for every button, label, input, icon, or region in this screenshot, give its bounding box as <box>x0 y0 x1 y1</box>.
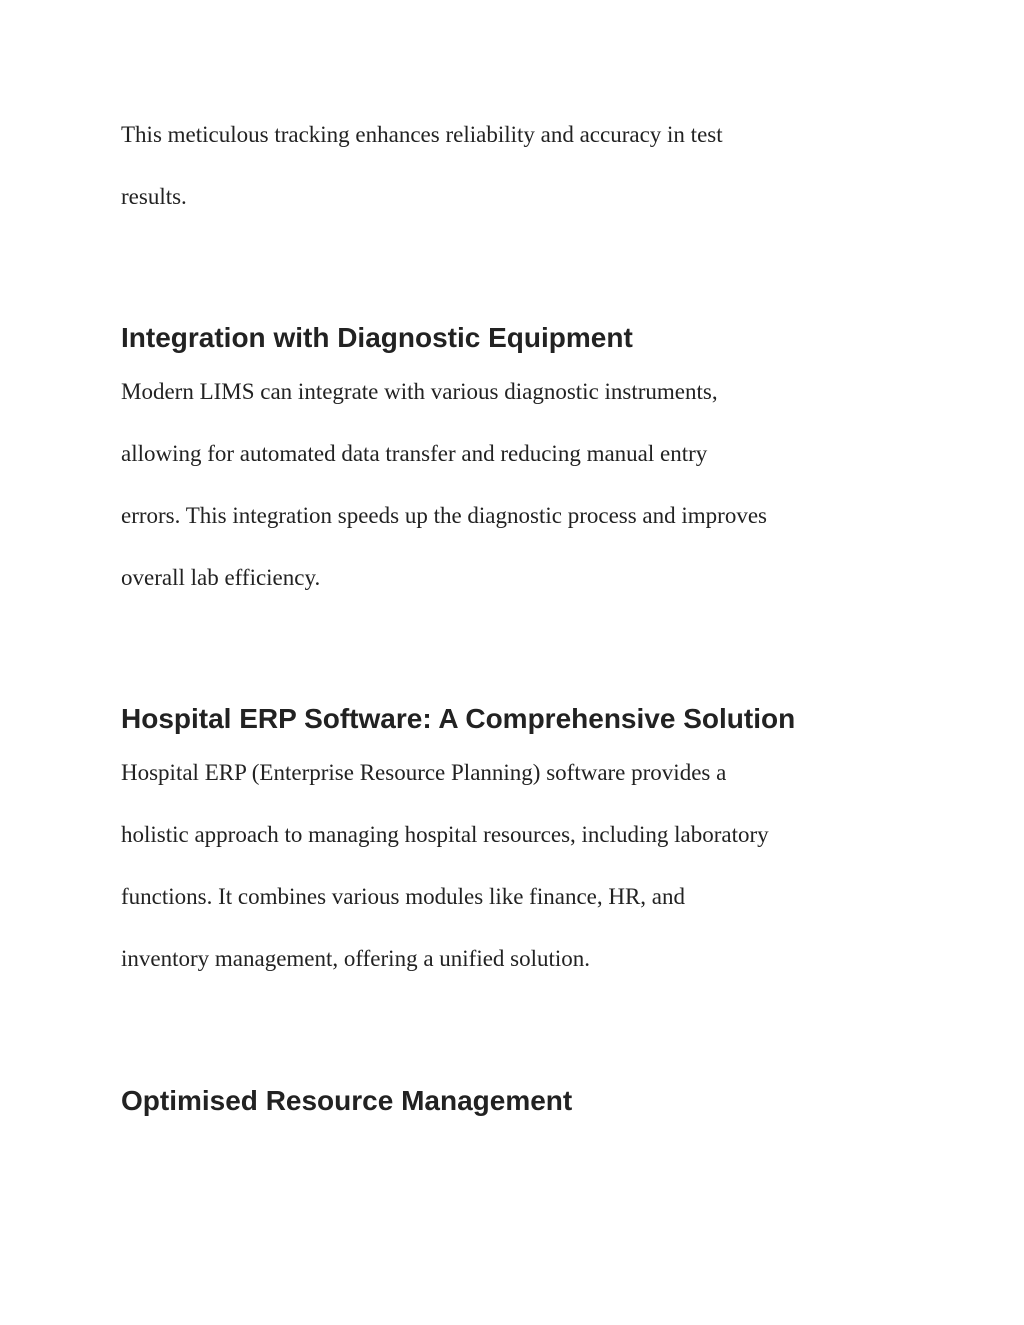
intro-paragraph <box>121 104 921 228</box>
paragraph-line: functions. It combines various modules like finance, HR, and <box>121 884 686 909</box>
paragraph-line: Hospital ERP (Enterprise Resource Planning) software provides a <box>121 760 727 785</box>
paragraph-line: This meticulous tracking enhances reliability and accuracy in test <box>121 122 723 147</box>
paragraph-line: results. <box>121 184 187 209</box>
paragraph-line: inventory management, offering a unified solution. <box>121 946 591 971</box>
paragraph-line: Modern LIMS can integrate with various diagnostic instruments, <box>121 379 718 404</box>
paragraph-line: allowing for automated data transfer and reducing manual entry <box>121 441 708 466</box>
section-paragraph-hospital-erp <box>121 742 921 990</box>
paragraph-line: overall lab efficiency. <box>121 565 321 590</box>
section-heading-hospital-erp: Hospital ERP Software: A Comprehensive Solution <box>121 703 796 734</box>
section-paragraph-integration <box>121 361 921 609</box>
section-heading-integration: Integration with Diagnostic Equipment <box>121 322 633 353</box>
section-heading-resource-management: Optimised Resource Management <box>121 1085 573 1116</box>
paragraph-line: errors. This integration speeds up the diagnostic process and improves <box>121 503 767 528</box>
paragraph-line: holistic approach to managing hospital resources, including laboratory <box>121 822 769 847</box>
